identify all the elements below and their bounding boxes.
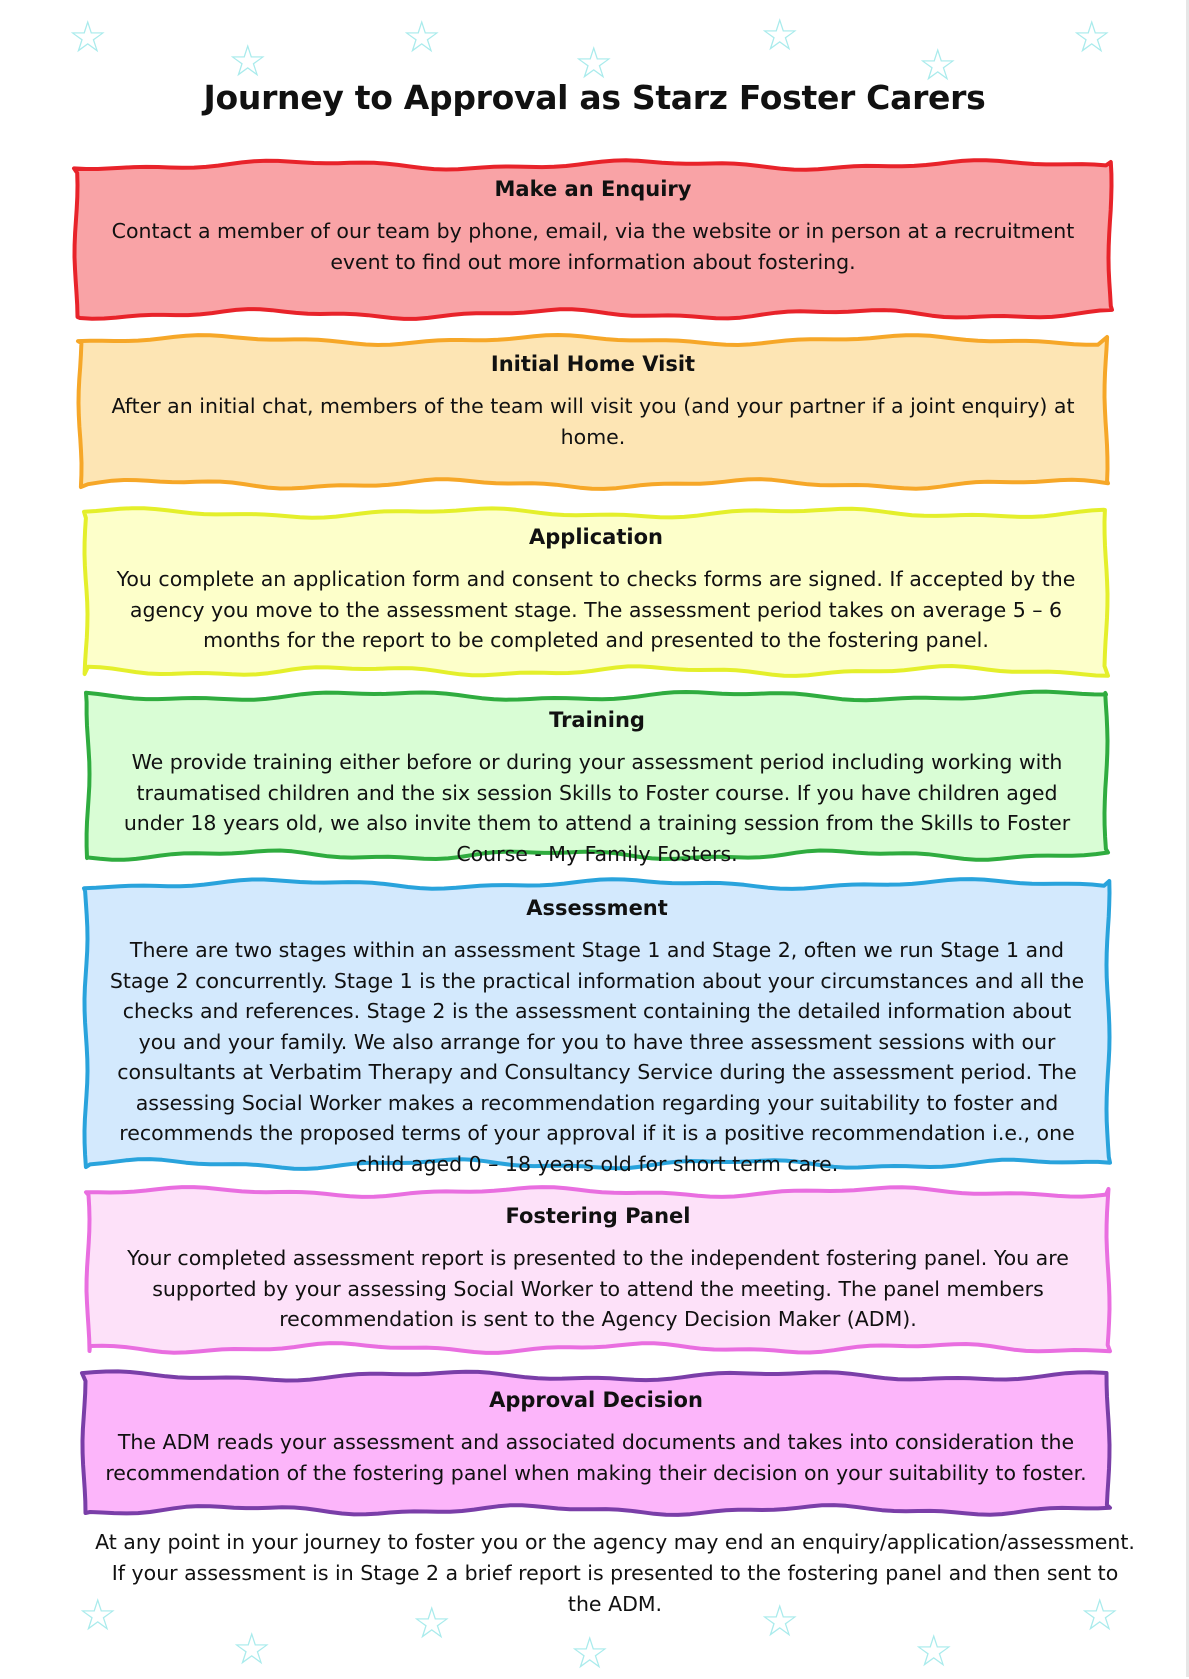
star-icon: ☆ bbox=[228, 36, 268, 87]
stage-description: You complete an application form and consent to checks forms are signed. If accepted by the agency you move to the assessment stage. The assessment period takes on average 5 – 6 months for the report to be completed and presented to the fostering panel. bbox=[116, 567, 1076, 652]
star-icon: ☆ bbox=[570, 1628, 610, 1679]
page-title: Journey to Approval as Starz Foster Carers bbox=[203, 78, 986, 117]
stage-description: Contact a member of our team by phone, email, via the website or in person at a recruitment event to find out more information about fostering. bbox=[111, 219, 1075, 274]
star-icon: ☆ bbox=[1080, 1590, 1120, 1641]
stage-training bbox=[86, 693, 1108, 866]
stage-heading: Initial Home Visit bbox=[490, 352, 696, 376]
stage-description: There are two stages within an assessment Stage 1 and Stage 2, often we run Stage 1 and Stage 2 concurrently. Stage 1 is the practical information about your circumstances and all the checks and references. Stage 2 is the assessment containing the detailed information about you and your family. We also arrange for you to have three assessment sessions with our consultants at Verbatim Therapy and Consultancy Service during the assessment period. The assessing Social Worker makes a recommendation regarding your suitability to foster and recommends the proposed terms of your approval if it is a positive recommendation i.e., one child aged 0 – 18 years old for short term care. bbox=[109, 938, 1085, 1176]
star-icon: ☆ bbox=[402, 12, 442, 63]
stage-application bbox=[84, 510, 1108, 674]
star-icon: ☆ bbox=[574, 38, 614, 89]
stage-description: Your completed assessment report is presented to the independent fostering panel. You are supported by your assessing Social Worker to attend the meeting. The panel members recommendation is sent to the Agency Decision Maker (ADM). bbox=[127, 1246, 1069, 1331]
stage-heading: Application bbox=[529, 525, 663, 549]
stage-initial-home-visit bbox=[78, 337, 1108, 487]
star-icon: ☆ bbox=[68, 12, 108, 63]
stage-heading: Approval Decision bbox=[489, 1388, 703, 1412]
stage-make-enquiry bbox=[74, 162, 1112, 317]
star-icon: ☆ bbox=[914, 1626, 954, 1677]
stage-fostering-panel bbox=[86, 1189, 1110, 1351]
stage-approval-decision bbox=[82, 1373, 1110, 1513]
stage-heading: Make an Enquiry bbox=[494, 177, 692, 201]
star-icon: ☆ bbox=[918, 40, 958, 91]
stage-description: We provide training either before or during your assessment period including working with traumatised children and the six session Skills to Foster course. If you have children aged under 18 years old, we also invite them to attend a training session from the Skills to Foster Course - My Family Fosters. bbox=[123, 750, 1071, 866]
stage-assessment bbox=[84, 881, 1110, 1176]
star-icon: ☆ bbox=[78, 1590, 118, 1641]
star-icon: ☆ bbox=[760, 1596, 800, 1647]
star-icon: ☆ bbox=[1072, 12, 1112, 63]
stage-description: The ADM reads your assessment and associated documents and takes into consideration the recommendation of the fostering panel when making their decision on your suitability to foster. bbox=[105, 1430, 1087, 1485]
star-icon: ☆ bbox=[760, 10, 800, 61]
stage-heading: Training bbox=[549, 708, 645, 732]
star-icon: ☆ bbox=[232, 1624, 272, 1675]
star-icon: ☆ bbox=[412, 1598, 452, 1649]
footer-note: At any point in your journey to foster you or the agency may end an enquiry/application/assessment. If your assessment is in Stage 2 a brief report is presented to the fostering panel and then sent to the ADM. bbox=[95, 1530, 1135, 1616]
stage-heading: Fostering Panel bbox=[505, 1204, 691, 1228]
stage-description: After an initial chat, members of the team will visit you (and your partner if a joint enquiry) at home. bbox=[111, 394, 1075, 449]
stage-heading: Assessment bbox=[526, 896, 668, 920]
